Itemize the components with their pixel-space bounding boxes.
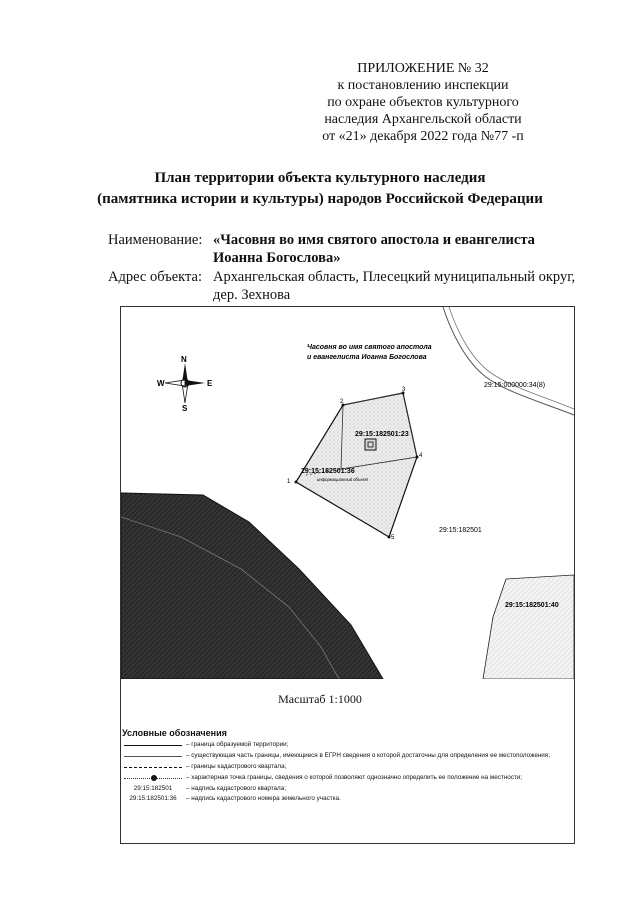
name-value-line-2: Иоанна Богослова» bbox=[213, 250, 341, 266]
legend-row-existing-boundary bbox=[120, 751, 575, 762]
dark-area bbox=[121, 493, 383, 679]
point-5-label: 5 bbox=[391, 535, 395, 541]
object-label-line-2: и евангелиста Иоанна Богослова bbox=[307, 354, 427, 361]
parcel-label-left: 29:15:182501:36 bbox=[301, 468, 355, 475]
legend-row-territory bbox=[120, 740, 575, 751]
compass-s: S bbox=[182, 404, 188, 413]
address-label: Адрес объекта: bbox=[108, 269, 202, 285]
legend-symbol-quarter-label: 29:15:182501 bbox=[133, 785, 173, 792]
legend-desc-parcel-label: – надпись кадастрового номера земельного участка. bbox=[186, 795, 341, 802]
name-value-line-1: «Часовня во имя святого апостола и евангелиста bbox=[213, 232, 535, 248]
appendix-date: от «21» декабря 2022 года №77 -п bbox=[322, 129, 524, 144]
name-label: Наименование: bbox=[108, 232, 203, 248]
parcel-label-bottom-right: 29:15:182501:40 bbox=[505, 602, 559, 609]
point-1 bbox=[295, 481, 298, 484]
point-3-label: 3 bbox=[402, 387, 406, 393]
point-4-label: 4 bbox=[419, 453, 423, 459]
territory-polygon bbox=[296, 393, 417, 537]
point-1-label: 1 bbox=[287, 479, 291, 485]
parcel-label-inner: информационный объект bbox=[317, 477, 369, 482]
document-title bbox=[80, 168, 560, 210]
legend-symbol-dashed-line bbox=[122, 762, 184, 773]
compass-rose bbox=[157, 355, 213, 413]
legend-desc-point: – характерная точка границы, сведения о которой позволяют однозначно определить ее положение на местности; bbox=[186, 774, 523, 781]
legend-desc-quarter-label: – надпись кадастрового квартала; bbox=[186, 785, 286, 792]
legend-row-quarter-boundary bbox=[120, 762, 575, 773]
legend-desc-quarter-boundary: – границы кадастрового квартала; bbox=[186, 763, 287, 770]
legend-symbol-point bbox=[122, 773, 184, 784]
compass-e: E bbox=[207, 379, 213, 388]
map-svg bbox=[121, 307, 574, 679]
chapel-building bbox=[365, 439, 376, 450]
compass-w: W bbox=[157, 379, 165, 388]
legend-symbol-parcel-label: 29:15:182501:36 bbox=[129, 795, 177, 802]
name-value bbox=[213, 231, 573, 267]
territory-map bbox=[121, 307, 574, 679]
address-value-line-2: дер. Зехнова bbox=[213, 287, 291, 303]
object-label-line-1: Часовня во имя святого апостола bbox=[307, 344, 432, 351]
map-scale: Масштаб 1:1000 bbox=[278, 692, 362, 706]
legend-symbol-thin-line bbox=[122, 751, 184, 762]
address-value-line-1: Архангельская область, Плесецкий муниципальный округ, bbox=[213, 269, 576, 285]
road-line bbox=[443, 307, 574, 415]
title-line-1: План территории объекта культурного наследия bbox=[154, 170, 486, 186]
appendix-line-4: наследия Архангельской области bbox=[324, 112, 522, 127]
address-value bbox=[213, 268, 576, 304]
legend-symbol-solid-line bbox=[122, 740, 184, 751]
legend-desc-territory: – граница образуемой территории; bbox=[186, 741, 289, 748]
legend-row-parcel-label bbox=[120, 794, 575, 805]
parcel-label-center: 29:15:182501:23 bbox=[355, 431, 409, 438]
parcel-bottom-right bbox=[483, 575, 574, 679]
appendix-line-3: по охране объектов культурного bbox=[327, 95, 519, 110]
legend-row-point bbox=[120, 773, 575, 784]
appendix-number: ПРИЛОЖЕНИЕ № 32 bbox=[357, 61, 489, 76]
quarter-label: 29:15:182501 bbox=[439, 527, 482, 534]
legend-desc-existing-boundary: – существующая часть границы, имеющиеся в ЕГРН сведения о которой достаточны для определения ее местоположения; bbox=[186, 752, 550, 759]
appendix-header bbox=[298, 60, 548, 145]
point-2-label: 2 bbox=[340, 399, 344, 405]
title-line-2: (памятника истории и культуры) народов Российской Федерации bbox=[97, 191, 543, 207]
appendix-line-2: к постановлению инспекции bbox=[337, 78, 509, 93]
parcel-label-top-right: 29:15:000000:34(8) bbox=[484, 382, 546, 389]
legend-title: Условные обозначения bbox=[122, 728, 227, 738]
compass-n: N bbox=[181, 355, 187, 364]
